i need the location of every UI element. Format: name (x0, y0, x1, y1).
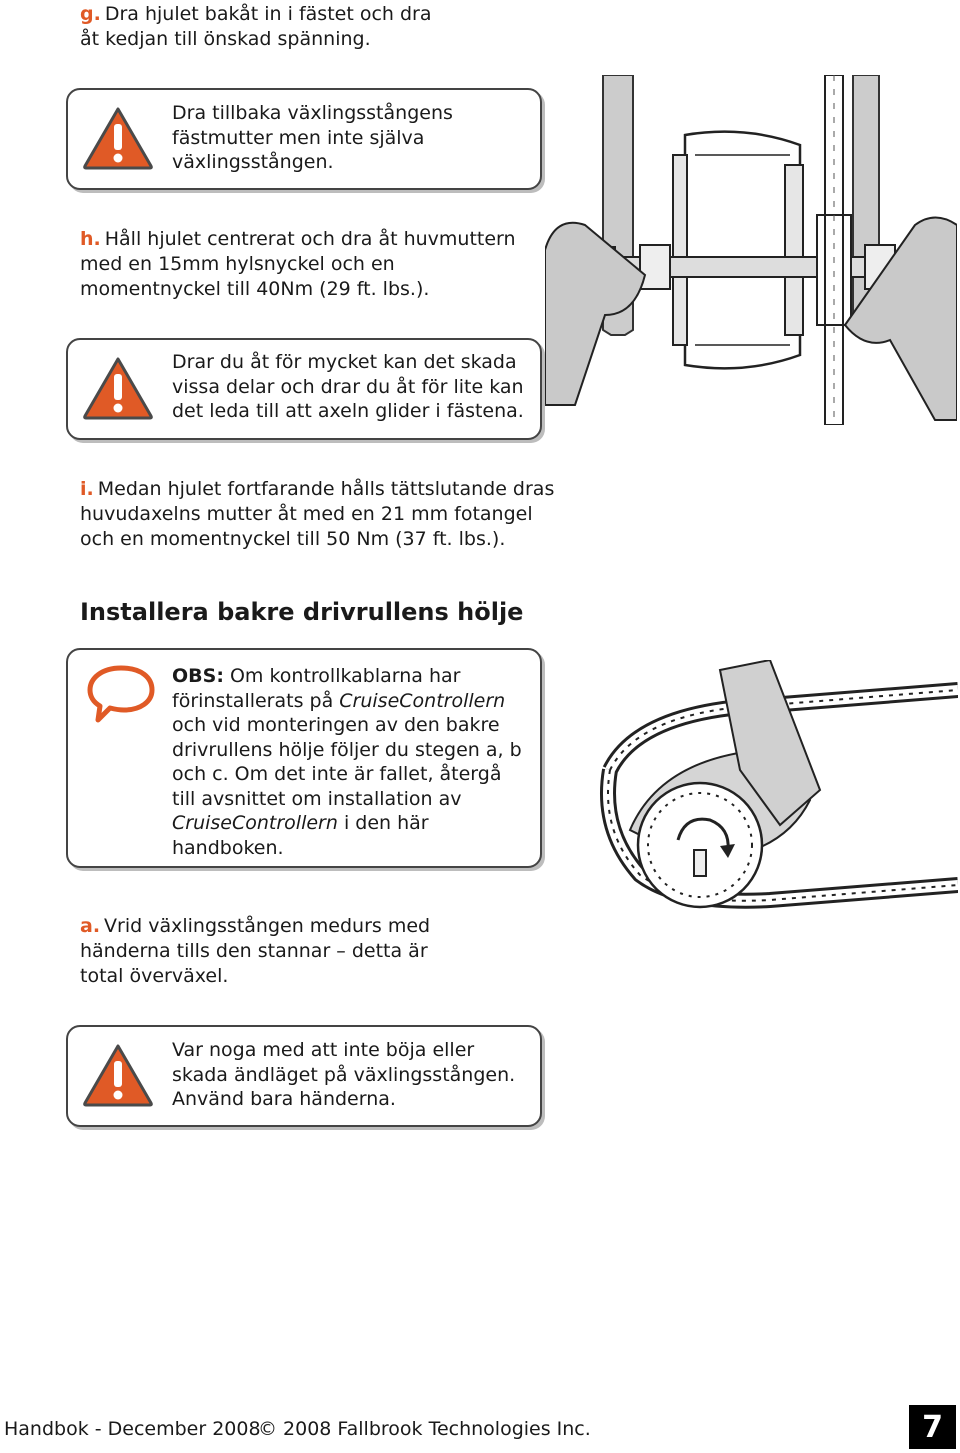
note-text: i den här (337, 812, 429, 834)
warning-box (66, 338, 542, 440)
step-letter: g. (80, 3, 101, 25)
note-text: och vid monteringen av den bakre (172, 714, 500, 736)
note-text: CruiseControllern (339, 689, 506, 712)
warning-icon (82, 356, 154, 420)
footer-publication: Handbok - December 2008 (4, 1418, 261, 1440)
step-g (80, 2, 431, 52)
note-text: och c. Om det inte är fallet, återgå (172, 763, 502, 785)
note-text: CruiseControllern (172, 812, 338, 834)
step-text: Dra hjulet bakåt in i fästet och dra (104, 3, 432, 25)
warning-text: växlingsstången. (172, 151, 334, 173)
warning-box (66, 1025, 542, 1127)
warning-text: skada ändläget på växlingsstången. (172, 1063, 516, 1086)
step-text: momentnyckel till 40Nm (29 ft. lbs.). (80, 278, 430, 300)
rear-hub-illustration (545, 75, 957, 425)
note-text: förinstallerats på (172, 689, 340, 712)
warning-text: Drar du åt för mycket kan det skada (172, 351, 517, 373)
step-text: händerna tills den stannar – detta är (80, 940, 428, 962)
step-a (80, 914, 430, 989)
note-box (66, 648, 542, 868)
note-text: drivrullens hölje följer du stegen a, b (172, 738, 522, 761)
step-letter: i. (80, 478, 94, 500)
warning-box (66, 88, 542, 190)
warning-text: Var noga med att inte böja eller (172, 1039, 475, 1061)
note-text: till avsnittet om installation av (172, 787, 462, 810)
warning-text: Dra tillbaka växlingsstångens (172, 102, 453, 124)
step-text: åt kedjan till önskad spänning. (80, 28, 371, 50)
speech-bubble-icon (86, 664, 156, 726)
warning-icon (82, 1043, 154, 1107)
warning-icon (82, 106, 154, 170)
note-text: handboken. (172, 836, 284, 859)
step-i (80, 477, 554, 552)
step-text: Håll hjulet centrerat och dra åt huvmuttern (104, 228, 516, 250)
step-text: och en momentnyckel till 50 Nm (37 ft. lbs.). (80, 528, 506, 550)
step-text: med en 15mm hylsnyckel och en (80, 253, 395, 275)
page-number: 7 (909, 1405, 956, 1449)
note-text: Om kontrollkablarna har (229, 665, 461, 687)
warning-text: fästmutter men inte själva (172, 126, 425, 149)
step-h (80, 227, 516, 302)
step-text: Vrid växlingsstången medurs med (104, 915, 431, 937)
footer-copyright: © 2008 Fallbrook Technologies Inc. (258, 1418, 591, 1440)
drive-housing-illustration (570, 660, 958, 910)
warning-text: Använd bara händerna. (172, 1088, 396, 1110)
warning-text: det leda till att axeln glider i fästena. (172, 400, 524, 422)
step-text: total överväxel. (80, 965, 229, 987)
step-letter: a. (80, 915, 101, 937)
step-text: huvudaxelns mutter åt med en 21 mm fotangel (80, 503, 533, 525)
step-text: Medan hjulet fortfarande hålls tättslutande dras (97, 478, 555, 500)
warning-text: vissa delar och drar du åt för lite kan (172, 375, 524, 398)
section-heading: Installera bakre drivrullens hölje (80, 598, 524, 626)
note-label: OBS: (172, 665, 224, 687)
step-letter: h. (80, 228, 101, 250)
